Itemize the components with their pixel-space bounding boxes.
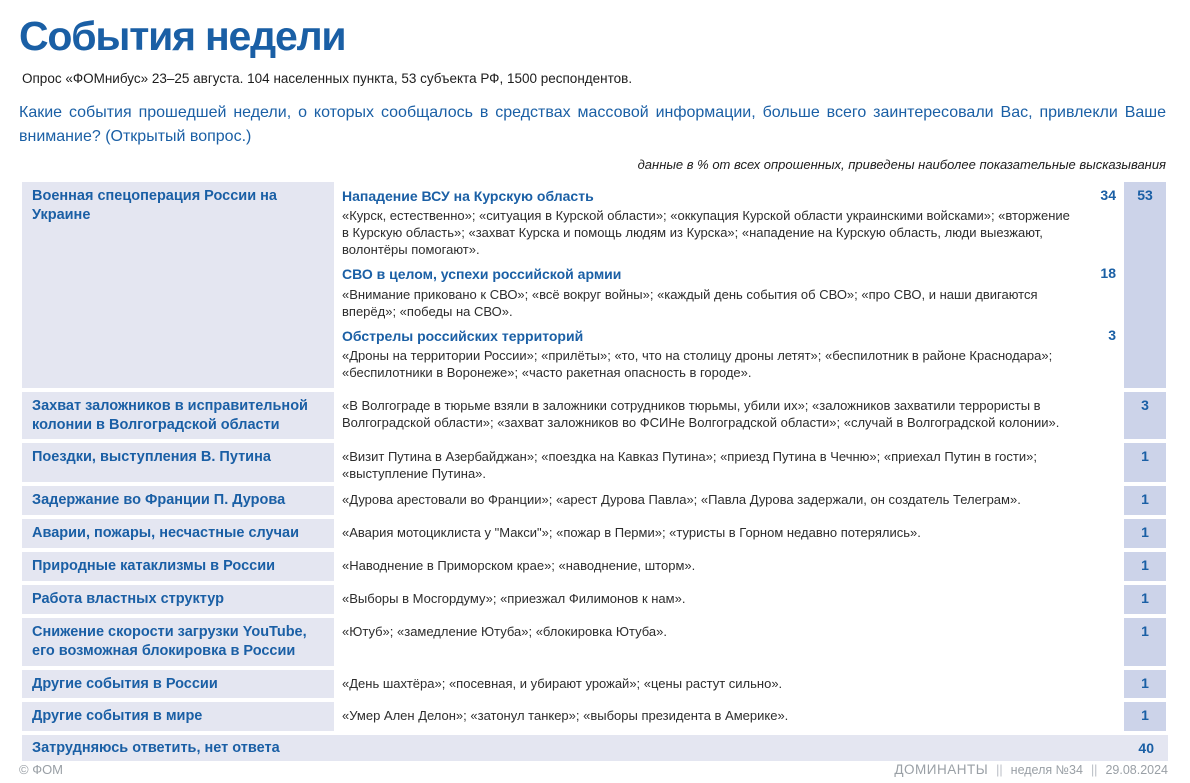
total-cell — [1124, 182, 1166, 388]
value-cell — [1080, 486, 1116, 515]
category-cell — [22, 618, 334, 666]
value-cell — [1080, 519, 1116, 548]
table-row — [22, 519, 1168, 548]
subtopic-value: 18 — [1100, 265, 1116, 282]
category-label: Аварии, пожары, несчастные случаи — [32, 525, 299, 542]
category-label: Природные катаклизмы в России — [32, 558, 276, 575]
total-cell — [1124, 552, 1166, 581]
table-row — [22, 702, 1168, 731]
category-label: Задержание во Франции П. Дурова — [32, 492, 286, 509]
copyright-label: © ФОМ — [19, 762, 64, 777]
data-note: данные в % от всех опрошенных, приведены наиболее показательные высказывания — [637, 157, 1166, 173]
footer-meta — [894, 762, 1168, 777]
table-row — [22, 392, 1168, 440]
subtopic-heading: Нападение ВСУ на Курскую область — [342, 188, 594, 205]
quotes-cell — [342, 618, 1072, 666]
total-value: 1 — [1141, 448, 1149, 465]
total-value: 1 — [1141, 674, 1149, 691]
quotes-cell — [342, 182, 1116, 388]
table-row — [22, 182, 1168, 388]
total-value: 1 — [1141, 524, 1149, 541]
footer-separator: || — [996, 763, 1003, 777]
category-cell — [22, 552, 334, 581]
no-answer-label: Затрудняюсь ответить, нет ответа — [32, 740, 280, 757]
table-row — [22, 486, 1168, 515]
category-cell — [22, 702, 334, 731]
total-value: 53 — [1137, 187, 1153, 204]
quotes-text: «Авария мотоциклиста у "Макси"»; «пожар в Перми»; «туристы в Горном недавно потерялись». — [342, 525, 921, 541]
category-label: Другие события в России — [32, 675, 218, 692]
no-answer-row — [22, 735, 1168, 761]
table-row — [22, 552, 1168, 581]
quotes-cell — [342, 392, 1072, 440]
quotes-text: «Наводнение в Приморском крае»; «наводнение, шторм». — [342, 558, 696, 574]
quotes-text: «Умер Ален Делон»; «затонул танкер»; «выборы президента в Америке». — [342, 708, 789, 724]
quotes-text: «Ютуб»; «замедление Ютуба»; «блокировка Ютуба». — [342, 623, 667, 639]
table-row — [22, 443, 1168, 482]
category-label: Военная спецоперация России на Украине — [32, 188, 277, 223]
report-brand: ДОМИНАНТЫ — [894, 762, 989, 777]
table-row — [22, 585, 1168, 614]
value-cell — [1080, 585, 1116, 614]
total-cell — [1124, 519, 1166, 548]
subtopic-group — [342, 327, 1116, 381]
category-cell — [22, 392, 334, 440]
quotes-cell — [342, 670, 1072, 699]
total-cell — [1124, 585, 1166, 614]
category-label: Снижение скорости загрузки YouTube, его возможная блокировка в России — [32, 623, 307, 659]
total-value: 1 — [1141, 590, 1149, 607]
total-cell — [1124, 443, 1166, 482]
value-cell — [1080, 702, 1116, 731]
results-table — [22, 182, 1168, 761]
quotes-text: «Выборы в Мосгордуму»; «приезжал Филимонов к нам». — [342, 591, 686, 607]
total-value: 3 — [1141, 396, 1149, 413]
value-cell — [1080, 618, 1116, 666]
survey-info: Опрос «ФОМнибус» 23–25 августа. 104 населенных пункта, 53 субъекта РФ, 1500 респондентов. — [22, 71, 633, 87]
table-row — [22, 670, 1168, 699]
total-value: 1 — [1141, 622, 1149, 639]
value-cell — [1080, 392, 1116, 440]
footer-separator: || — [1090, 763, 1098, 777]
week-number: неделя №34 — [1010, 763, 1083, 777]
quotes-text: «Дроны на территории России»; «прилёты»; «то, что на столицу дроны летят»; «беспилотник в районе Краснодара»; «беспилотники в Воронеже»; «часто ракетная опасность в городе». — [342, 347, 1053, 380]
quotes-cell — [342, 519, 1072, 548]
quotes-cell — [342, 702, 1072, 731]
subtopic-heading: Обстрелы российских территорий — [342, 327, 584, 344]
total-cell — [1124, 618, 1166, 666]
page-footer — [0, 762, 1190, 777]
quotes-text: «В Волгограде в тюрьме взяли в заложники сотрудников тюрьмы, убили их»; «заложников захватили террористы в Волгоградской области»; «захват заложников во ФСИНе Волгоградской области»; «случай в Волгоградской колонии». — [342, 397, 1060, 430]
total-cell — [1124, 670, 1166, 699]
quotes-text: «Визит Путина в Азербайджан»; «поездка на Кавказ Путина»; «приезд Путина в Чечню»; «приехал Путин в гости»; «выступление Путина». — [342, 449, 1037, 482]
quotes-text: «Внимание приковано к СВО»; «всё вокруг войны»; «каждый день события об СВО»; «про СВО, и наши двигаются вперёд»; «победы на СВО». — [342, 286, 1038, 319]
category-cell — [22, 670, 334, 699]
value-cell — [1080, 552, 1116, 581]
category-label: Работа властных структур — [32, 591, 224, 608]
no-answer-value: 40 — [1138, 740, 1154, 757]
category-label: Поездки, выступления В. Путина — [32, 449, 271, 466]
total-cell — [1124, 702, 1166, 731]
total-value: 1 — [1141, 491, 1149, 508]
quotes-cell — [342, 552, 1072, 581]
category-label: Другие события в мире — [32, 708, 203, 725]
page-title: События недели — [19, 13, 346, 59]
total-cell — [1124, 486, 1166, 515]
report-date: 29.08.2024 — [1105, 763, 1168, 777]
category-cell — [22, 486, 334, 515]
quotes-text: «Курск, естественно»; «ситуация в Курской области»; «оккупация Курской области украинскими войсками»; «вторжение в Курскую область»; «захват Курска и помощь людям из Курска»; «нападение на Курскую область, люди выезжают, волонтёры помогают». — [342, 208, 1070, 258]
total-value: 1 — [1141, 557, 1149, 574]
category-cell — [22, 585, 334, 614]
category-cell — [22, 182, 334, 388]
total-value: 1 — [1141, 707, 1149, 724]
quotes-cell — [342, 486, 1072, 515]
survey-question: Какие события прошедшей недели, о которых сообщалось в средствах массовой информации, больше всего заинтересовали Вас, привлекли Ваше внимание? (Открытый вопрос.) — [19, 104, 1166, 146]
quotes-text: «Дурова арестовали во Франции»; «арест Дурова Павла»; «Павла Дурова задержали, он создатель Телеграм». — [342, 492, 1021, 508]
quotes-cell — [342, 585, 1072, 614]
category-label: Захват заложников в исправительной колонии в Волгоградской области — [32, 397, 308, 433]
category-cell — [22, 519, 334, 548]
subtopic-group — [342, 187, 1116, 258]
value-cell — [1080, 443, 1116, 482]
subtopic-heading: СВО в целом, успехи российской армии — [342, 266, 622, 283]
subtopic-group — [342, 265, 1116, 319]
category-cell — [22, 443, 334, 482]
subtopic-value: 34 — [1100, 187, 1116, 204]
quotes-cell — [342, 443, 1072, 482]
value-cell — [1080, 670, 1116, 699]
total-cell — [1124, 392, 1166, 440]
table-row — [22, 618, 1168, 666]
quotes-text: «День шахтёра»; «посевная, и убирают урожай»; «цены растут сильно». — [342, 675, 783, 691]
subtopic-value: 3 — [1108, 326, 1116, 343]
